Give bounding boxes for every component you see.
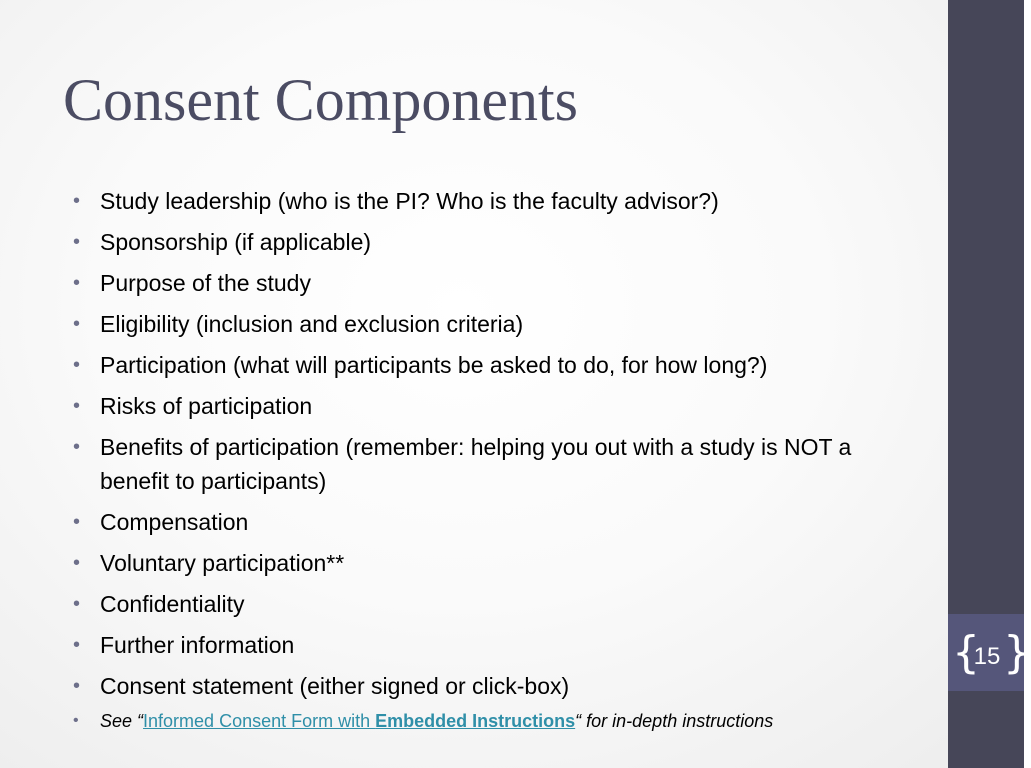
consent-form-link[interactable] <box>143 711 575 731</box>
link-text-part1: Informed Consent Form with <box>143 711 376 731</box>
bullet-item <box>73 587 903 621</box>
bullet-item <box>73 628 903 662</box>
bullet-dot-icon: • <box>73 190 81 212</box>
bullet-item <box>73 184 903 218</box>
bullet-text: Risks of participation <box>100 393 313 419</box>
note-prefix: See “ <box>100 711 144 731</box>
slide-title: Consent Components <box>63 67 579 133</box>
bullet-text: Further information <box>100 632 295 658</box>
bullet-text: Study leadership (who is the PI? Who is the faculty advisor?) <box>100 188 719 214</box>
bullet-item <box>73 546 903 580</box>
bullet-text: Participation (what will participants be asked to do, for how long?) <box>100 352 768 378</box>
bullet-dot-icon: • <box>73 231 81 253</box>
bullet-dot-icon: • <box>73 712 79 729</box>
bullet-text: Consent statement (either signed or click-box) <box>100 673 570 699</box>
bullet-item <box>73 348 903 382</box>
bullet-item <box>73 505 903 539</box>
bullet-dot-icon: • <box>73 272 81 294</box>
bullet-item <box>73 307 903 341</box>
bullet-item <box>73 389 903 423</box>
bullet-text: Purpose of the study <box>100 270 311 296</box>
bullet-dot-icon: • <box>73 634 81 656</box>
left-brace-icon: { <box>952 627 980 678</box>
bullet-dot-icon: • <box>73 675 81 697</box>
link-text-part2: Embedded Instructions <box>375 711 576 731</box>
bullet-list <box>73 184 903 742</box>
bullet-text: Compensation <box>100 509 249 535</box>
bullet-item <box>73 430 903 498</box>
bullet-item <box>73 669 903 703</box>
right-brace-icon: } <box>1003 627 1031 678</box>
bullet-text: Voluntary participation** <box>100 550 345 576</box>
note-suffix: “ for in-depth instructions <box>575 711 774 731</box>
instructions-note <box>73 707 903 735</box>
bullet-text: Benefits of participation (remember: helping you out with a study is NOT a benefit to participants) <box>100 434 852 494</box>
bullet-text: Sponsorship (if applicable) <box>100 229 372 255</box>
bullet-dot-icon: • <box>73 354 81 376</box>
bullet-dot-icon: • <box>73 593 81 615</box>
bullet-item <box>73 266 903 300</box>
bullet-item <box>73 225 903 259</box>
bullet-text: Eligibility (inclusion and exclusion criteria) <box>100 311 524 337</box>
page-number: 15 <box>973 643 1001 670</box>
bullet-dot-icon: • <box>73 552 81 574</box>
bullet-dot-icon: • <box>73 436 81 458</box>
bullet-dot-icon: • <box>73 313 81 335</box>
bullet-dot-icon: • <box>73 511 81 533</box>
bullet-dot-icon: • <box>73 395 81 417</box>
bullet-text: Confidentiality <box>100 591 245 617</box>
